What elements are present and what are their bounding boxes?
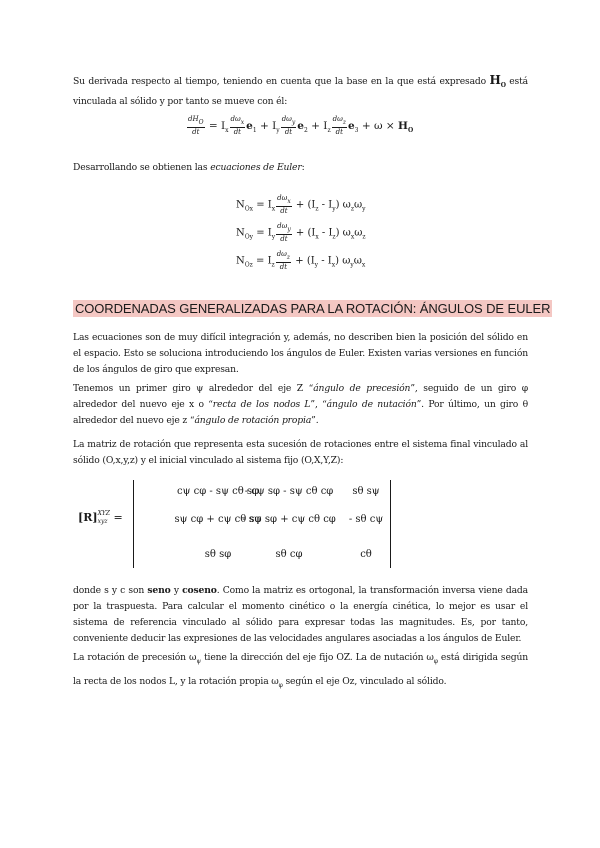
paragraph-angles: Tenemos un primer giro ψ alrededor del eje Z “ángulo de precesión”, seguido de un giro φ alrededor del nuevo eje x o “recta de los nodos L”, “ángulo de nutación”. Por último, un giro θ alrededor del nuevo eje z “ángulo de rotación propia”.: [73, 383, 528, 426]
paragraph-orthogonal: donde s y c son seno y coseno. Como la matriz es ortogonal, la transformación inversa viene dada por la traspuesta. Para calcular el momento cinético o la energía cinética, lo mejor es usar el sistema de referencia vinculado al sólido para expresar todas las magnitudes. Es, por tanto, conveniente deducir las expresiones de las velocidades angulares asociadas a los ángulos de Euler.: [73, 585, 528, 644]
matrix-cell: sθ sφ: [204, 549, 232, 560]
paragraph-text: está vinculada al sólido y por tanto se mueve con él:: [73, 76, 528, 107]
euler-equation: $N_{Oz} = I_z$ $\frac{\text{dωz}}{dt}$ + $(I_y - I_x)$ $\omega_y\omega_x$: [236, 250, 366, 271]
fraction-wy: $\frac{\text{dωy}}{dt}$: [281, 115, 296, 136]
paragraph-derivative: [73, 72, 528, 110]
euler-equation: $N_{Ox} = I_x$ $\frac{\text{dωx}}{dt}$ + $(I_z - I_y)$ $\omega_z\omega_y$: [236, 194, 366, 215]
matrix-cell: cθ: [360, 549, 372, 560]
symbol-sub: O: [500, 82, 506, 89]
euler-equation: $N_{Oy} = I_y$ $\frac{\text{dωy}}{dt}$ + $(I_x - I_z)$ $\omega_x\omega_z$: [236, 222, 366, 243]
matrix-cell: sθ sψ: [352, 486, 380, 497]
paragraph-euler-intro: Desarrollando se obtienen las ecuaciones de Euler:: [73, 162, 305, 173]
paragraph-rotation-matrix: La matriz de rotación que representa esta sucesión de rotaciones entre el sistema final vinculado al sólido (O,x,y,z) y el inicial vinculado al sistema fijo (O,X,Y,Z):: [73, 439, 528, 466]
matrix-cell: cψ cφ - sψ cθ sφ: [176, 486, 260, 497]
matrix-left-bar: [133, 480, 134, 568]
fraction-lhs: $\frac{\text{dHO}}{dt}$: [188, 115, 204, 136]
section-heading: COORDENADAS GENERALIZADAS PARA LA ROTACIÓN: ÁNGULOS DE EULER: [75, 301, 551, 316]
matrix-label: [R] XYZ xyz =: [78, 510, 123, 525]
paragraph-integration: Las ecuaciones son de muy difícil integración y, además, no describen bien la posición del sólido en el espacio. Esto se soluciona introduciendo los ángulos de Euler. Existen varias versiones en función de los ángulos de giro que expresan.: [73, 332, 528, 375]
paragraph-text: Su derivada respecto al tiempo, teniendo en cuenta que la base en la que está expresado: [73, 76, 490, 87]
matrix-cell: - sψ sφ + cψ cθ cφ: [242, 514, 336, 525]
matrix-cell: - cψ sφ - sψ cθ cφ: [244, 486, 334, 497]
matrix-right-bar: [390, 480, 391, 568]
symbol-h: H: [489, 73, 501, 87]
equation-derivative: $\frac{\text{dHO}}{dt}$ = $I_x$ $\frac{\text{dωx}}{dt}$ $e_1 + I_y$ $\frac{\text{dωy}}{dt}$ $e_2 + I_z$ $\frac{\text{dωz}}{dt}$ $e_3 + \omega \times H_O$: [188, 115, 414, 136]
matrix-cell: sψ cφ + cψ cθ sφ: [174, 514, 262, 525]
matrix-cell: - sθ cψ: [348, 514, 384, 525]
matrix-cell: sθ cφ: [275, 549, 303, 560]
paragraph-angular-velocities: La rotación de precesión $\omega_\psi$ tiene la dirección del eje fijo OZ. La de nutación $\omega_\varphi$ está dirigida según la recta de los nodos L, y la rotación propia $\omega_\varphi$ según el eje Oz, vinculado al sólido.: [73, 652, 528, 689]
fraction-wx: $\frac{\text{dωx}}{dt}$: [230, 115, 245, 136]
fraction-wz: $\frac{\text{dωz}}{dt}$: [332, 115, 346, 136]
